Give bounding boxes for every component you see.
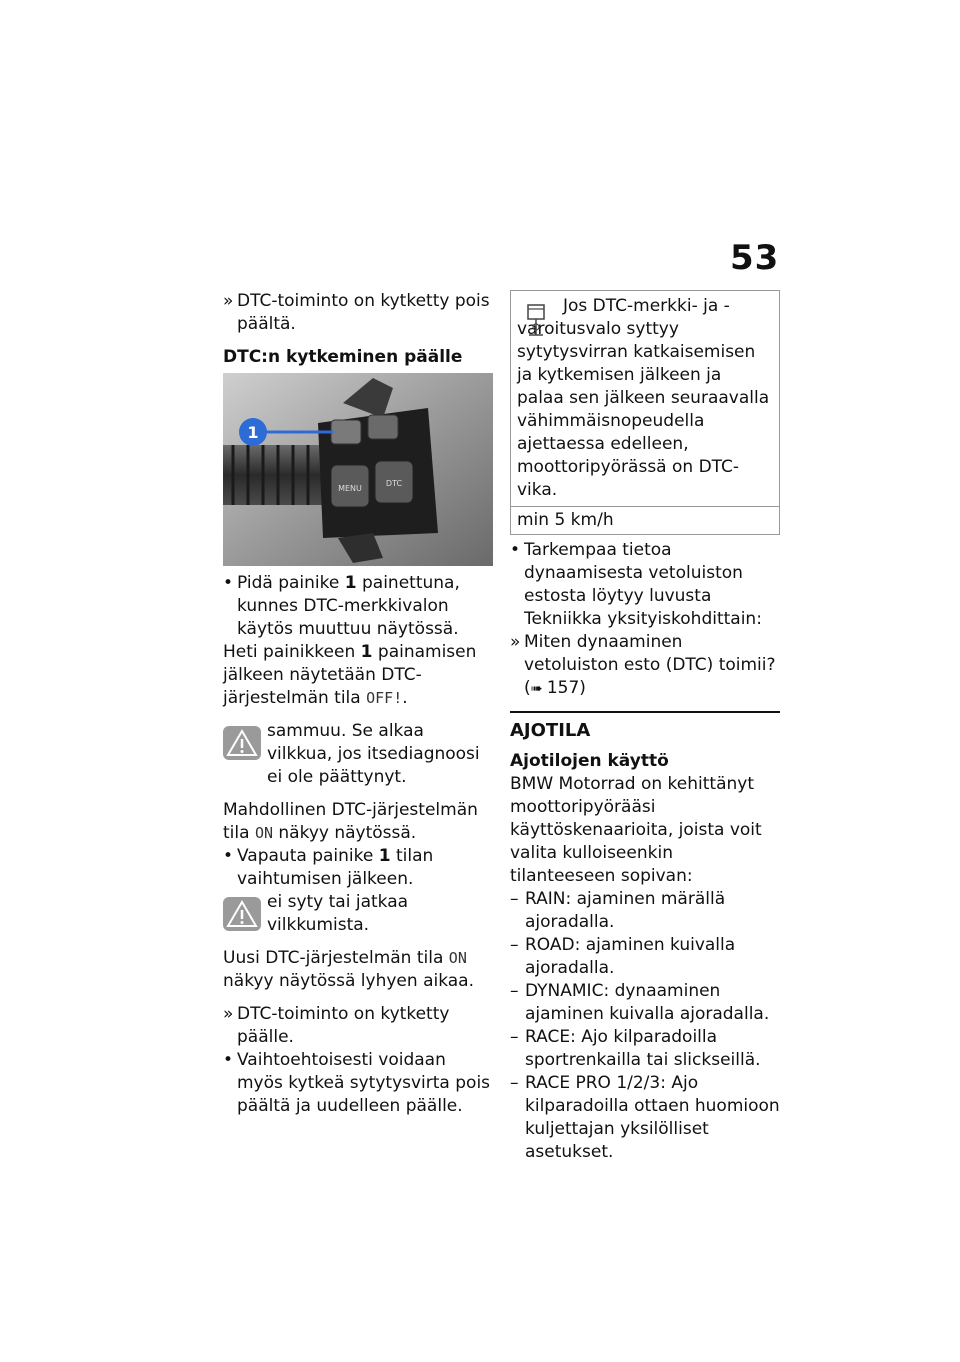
mode-item: – DYNAMIC: dynaaminen ajaminen kuivalla ajoradalla. (510, 981, 770, 1024)
warning-note: sammuu. Se alkaa vilkkua, jos itsediagnoosi ei ole päättynyt. (223, 720, 491, 789)
bullet-icon: • (223, 1050, 234, 1070)
box-text: Jos DTC-merkki- ja -varoitusvalo syttyy sytytysvirran katkaisemisen ja kytkemisen jälkeen ja palaa sen jälkeen seuraavalla vähimmäisnopeudella ajettaessa edelleen, moottoripyörässä on DTC-vika. (517, 296, 770, 500)
page-number: 53 (730, 238, 780, 278)
paragraph: Heti painikkeen 1 painamisen jälkeen näytetään DTC-järjestelmän tila OFF!. (223, 642, 477, 708)
instruction-item: • Pidä painike 1 painettuna, kunnes DTC-merkkivalon käytös muuttuu näytössä. (223, 573, 460, 639)
bullet-icon: • (223, 846, 234, 866)
section-divider (510, 711, 780, 713)
result-marker-icon: » (510, 632, 521, 652)
left-column (223, 290, 491, 1118)
bullet-icon: • (510, 540, 521, 560)
paragraph: Mahdollinen DTC-järjestelmän tila ON näkyy näytössä. (223, 800, 478, 843)
warning-triangle-icon (223, 726, 261, 760)
callout-number: 1 (247, 423, 259, 442)
mode-item: – RAIN: ajaminen märällä ajoradalla. (510, 889, 726, 932)
result-item: » DTC-toiminto on kytketty pois päältä. (223, 291, 490, 334)
section-title: AJOTILA (510, 720, 591, 741)
section-heading: DTC:n kytkeminen päälle (223, 347, 463, 367)
fault-info-box (510, 290, 780, 535)
result-item: » DTC-toiminto on kytketty päälle. (223, 1004, 450, 1047)
instruction-item: • Vaihtoehtoisesti voidaan myös kytkeä sytytysvirta pois päältä ja uudelleen päälle. (223, 1050, 491, 1116)
warning-note: ei syty tai jatkaa vilkkumista. (223, 891, 491, 937)
menu-button-label: MENU (338, 484, 362, 493)
rider-stand-icon (525, 299, 551, 339)
mode-item: – RACE: Ajo kilparadoilla sportrenkailla tai slickseillä. (510, 1027, 761, 1070)
right-column (510, 290, 780, 1164)
result-marker-icon: » (223, 291, 234, 311)
mode-item: – ROAD: ajaminen kuivalla ajoradalla. (510, 935, 736, 978)
dtc-button-label: DTC (385, 479, 403, 488)
info-item: • Tarkempaa tietoa dynaamisesta vetoluiston estosta löytyy luvusta Tekniikka yksityiskohdittain: (510, 540, 762, 629)
result-marker-icon: » (223, 1004, 234, 1024)
warning-triangle-icon (223, 897, 261, 931)
cross-reference: » Miten dynaaminen vetoluiston esto (DTC) toimii? (➠ 157) (510, 632, 776, 698)
handlebar-switch-illustration (223, 373, 493, 566)
page-ref-arrow-icon: ➠ (530, 681, 547, 697)
subsection-heading: Ajotilojen käyttö (510, 751, 669, 771)
handlebar-switch-photo (223, 373, 493, 566)
mode-item: – RACE PRO 1/2/3: Ajo kilparadoilla ottaen huomioon kuljettajan yksilölliset asetukset. (510, 1073, 780, 1162)
instruction-item: • Vapauta painike 1 tilan vaihtumisen jälkeen. (223, 846, 434, 889)
bullet-icon: • (223, 573, 234, 593)
intro-paragraph: BMW Motorrad on kehittänyt moottoripyörääsi käyttöskenaarioita, joista voit valita kulloiseenkin tilanteeseen sopivan: (510, 774, 762, 886)
min-speed: min 5 km/h (511, 506, 779, 534)
paragraph: Uusi DTC-järjestelmän tila ON näkyy näytössä lyhyen aikaa. (223, 948, 474, 991)
page-ref-link[interactable]: 157) (546, 678, 586, 698)
